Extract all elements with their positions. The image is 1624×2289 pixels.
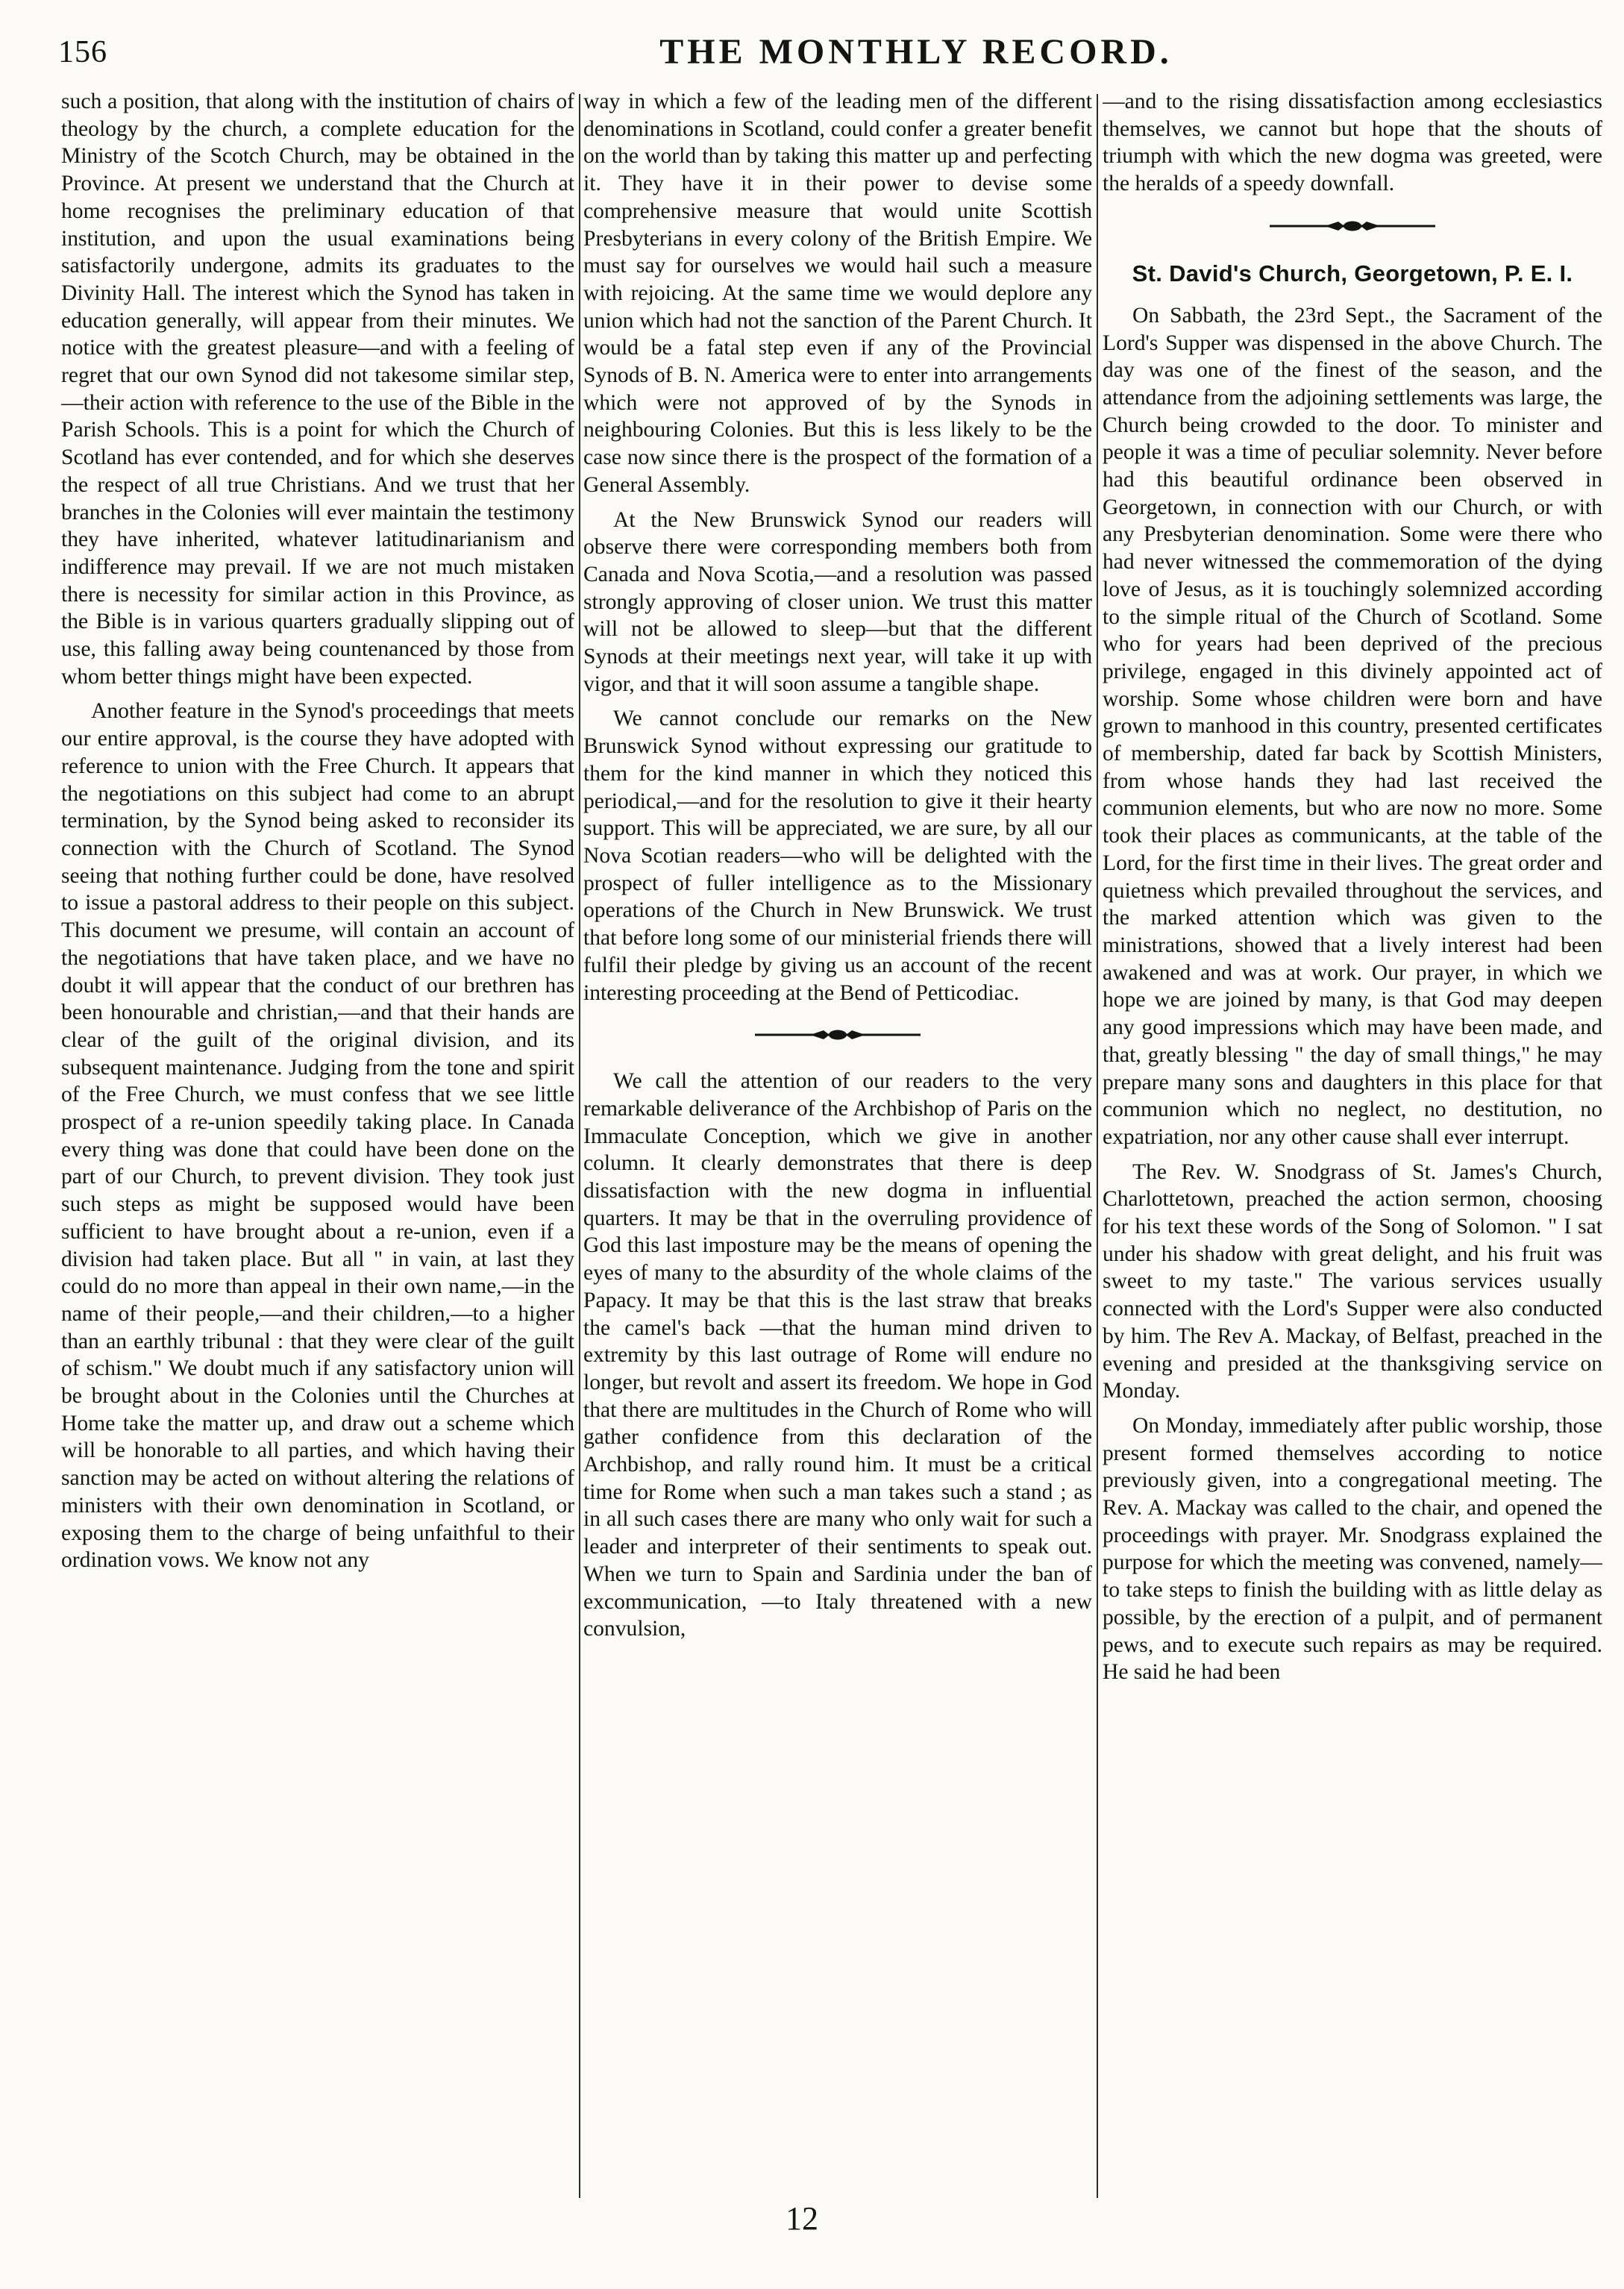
article-paragraph: Another feature in the Synod's proceedings that meets our entire approval, is the course they have adopted with reference to union with the Free Church. It appears that the negotiations on this subject had come to an abrupt termination, by the Synod being asked to reconsider its connection with the Church of Scotland. The Synod seeing that nothing further could be done, have resolved to issue a pastoral address to their people on this subject. This document we presume, will contain an account of the negotiations that have taken place, and we have no doubt it will appear that the conduct of our brethren has been honourable and christian,—and that their hands are clear of the guilt of the original division, and its subsequent maintenance. Judging from the tone and spirit of the Free Church, we must confess that we see little prospect of a re-union speedily taking place. In Canada every thing was done that could have been done on the part of our Church, to prevent division. They took just such steps as might be supposed would have been sufficient to have brought about a re-union, even if a division had taken place. But all " in vain, at last they could do no more than appeal in their own name,—in the name of their people,—and their children,—to a higher than an earthly tribunal : that they were clear of the guilt of schism." We doubt much if any satisfactory union will be brought about in the Colonies until the Churches at Home take the matter up, and draw out a scheme which will be honorable to all parties, and which having their sanction may be acted on without altering the relations of ministers with their own denomination in Scotland, or exposing them to the charge of being unfaithful to their ordination vows. We know not any [61,699,574,1573]
article-paragraph: On Monday, immediately after public worship, those present formed themselves according to notice previously given, into a congregational meeting. The Rev. A. Mackay was called to the chair, and opened the proceedings with prayer. Mr. Snodgrass explained the purpose for which the meeting was convened, namely—to take steps to finish the building with as little delay as possible, by the erection of a pulpit, and of permanent pews, and to execute such repairs as may be required. He said he had been [1103,1413,1602,1685]
signature-mark: 12 [786,2200,818,2237]
article-paragraph: The Rev. W. Snodgrass of St. James's Church, Charlottetown, preached the action sermon, choosing for his text these words of the Song of Solomon. " I sat under his shadow with great delight, and his fruit was sweet to my taste." The various services usually connected with the Lord's Supper were also conducted by him. The Rev A. Mackay, of Belfast, preached in the evening and presided at the thanksgiving service on Monday. [1103,1159,1602,1403]
column-right [1103,88,1602,2196]
column-divider [579,94,580,2198]
article-paragraph: On Sabbath, the 23rd Sept., the Sacrament of the Lord's Supper was dispensed in the above Church. The day was one of the finest of the season, and the attendance from the adjoining settlements was large, the Church being crowded to the door. To minister and people it was a time of peculiar solemnity. Never before had this beautiful ordinance been observed in Georgetown, in connection with our Church, or with any Presbyterian denomination. Some were there who had never witnessed the commemoration of the dying love of Jesus, as it is touchingly solemnized according to the simple ritual of the Church of Scotland. Some who for years had been deprived of the precious privilege, engaged in this divinely appointed act of worship. Some whose children were born and have grown to manhood in this country, presented certificates of membership, dated far back by Scottish Ministers, from whose hands they had last received the communion elements, but who are now no more. Some took their places as communicants, at the table of the Lord, for the first time in their lives. The great order and quietness which prevailed throughout the services, and the marked attention which was given to the ministrations, showed that a lively interest had been awakened and was at work. Our prayer, in which we hope we are joined by many, is that God may deepen any good impressions which may have been made, and that, greatly blessing " the day of small things," he may prepare many sons and daughters in this place for that communion which no neglect, no destitution, no expatriation, nor any other cause shall ever interrupt. [1103,303,1602,1149]
article-paragraph: At the New Brunswick Synod our readers will observe there were corresponding members both from Canada and Nova Scotia,—and a resolution was passed strongly approving of closer union. We trust this matter will not be allowed to sleep—but that the different Synods at their meetings next year, will take it up with vigor, and that it will soon assume a tangible shape. [583,507,1092,696]
article-paragraph: —and to the rising dissatisfaction among ecclesiastics themselves, we cannot but hope that the shouts of triumph with which the new dogma was greeted, were the heralds of a speedy downfall. [1103,90,1602,196]
article-paragraph: We cannot conclude our remarks on the New Brunswick Synod without expressing our gratitude to them for the kind manner in which they noticed this periodical,—and for the resolution to give it their hearty support. This will be appreciated, we are sure, by all our Nova Scotian readers—who will be delighted with the prospect of fuller intelligence as to the Missionary operations of the Church in New Brunswick. We trust that before long some of our ministerial friends there will fulfil their pledge by giving us an account of the recent interesting proceeding at the Bend of Petticodiac. [583,707,1092,1005]
column-left [61,88,574,2196]
running-title: THE MONTHLY RECORD. [659,32,1173,72]
page-number: 156 [58,35,107,69]
column-middle [583,88,1092,2196]
article-paragraph: way in which a few of the leading men of the different denominations in Scotland, could confer a greater benefit on the world than by taking this matter up and perfecting it. They have it in their power to devise some comprehensive measure that would unite Scottish Presbyterians in every colony of the British Empire. We must say for ourselves we would hail such a measure with rejoicing. At the same time we would deplore any union which had not the sanction of the Parent Church. It would be a fatal step even if any of the Provincial Synods of B. N. America were to enter into arrangements which were not approved of by the Synods in neighbouring Colonies. But this is less likely to be the case now since there is the prospect of the formation of a General Assembly. [583,90,1092,497]
article-paragraph: We call the attention of our readers to the very remarkable deliverance of the Archbishop of Paris on the Immaculate Conception, which we give in another column. It clearly demonstrates that there is deep dissatisfaction with the new dogma in influential quarters. It may be that in the overruling providence of God this last imposture may be the means of opening the eyes of many to the absurdity of the whole claims of the Papacy. It may be that this is the last straw that breaks the camel's back —that the human mind driven to extremity by this last outrage of Rome will endure no longer, but revolt and assert its freedom. We hope in God that there are multitudes in the Church of Rome who will gather confidence from this declaration of the Archbishop, and rally round him. It must be a critical time for Rome when such a man takes such a stand ; as in all such cases there are many who only wait for such a leader and interpreter of their sentiments to speak out. When we turn to Spain and Sardinia under the ban of excommunication, —to Italy threatened with a new convulsion, [583,1069,1092,1641]
ornament-divider-icon [752,1027,924,1042]
ornament-divider-icon [1267,219,1438,234]
article-paragraph: such a position, that along with the institution of chairs of theology by the church, a complete education for the Ministry of the Scotch Church, may be obtained in the Province. At present we understand that the Church at home recognises the preliminary education of that institution, and upon the usual examinations being satisfactorily undergone, admits its graduates to the Divinity Hall. The interest which the Synod has taken in education generally, will appear from their minutes. We notice with the greatest pleasure—and with a feeling of regret that our own Synod did not takesome similar step,—their action with reference to the use of the Bible in the Parish Schools. This is a point for which the Church of Scotland has ever contended, and for which she deserves the respect of all true Christians. And we trust that her branches in the Colonies will ever maintain the testimony they have inherited, whatever latitudinarianism and indifference may prevail. If we are not much mistaken there is necessity for similar action in this Province, as the Bible is in various quarters gradually slipping out of use, this falling away being countenanced by those from whom better things might have been expected. [61,90,574,689]
column-divider [1097,94,1098,2198]
section-heading: St. David's Church, Georgetown, P. E. I. [1132,260,1573,286]
page-header [58,28,1595,75]
